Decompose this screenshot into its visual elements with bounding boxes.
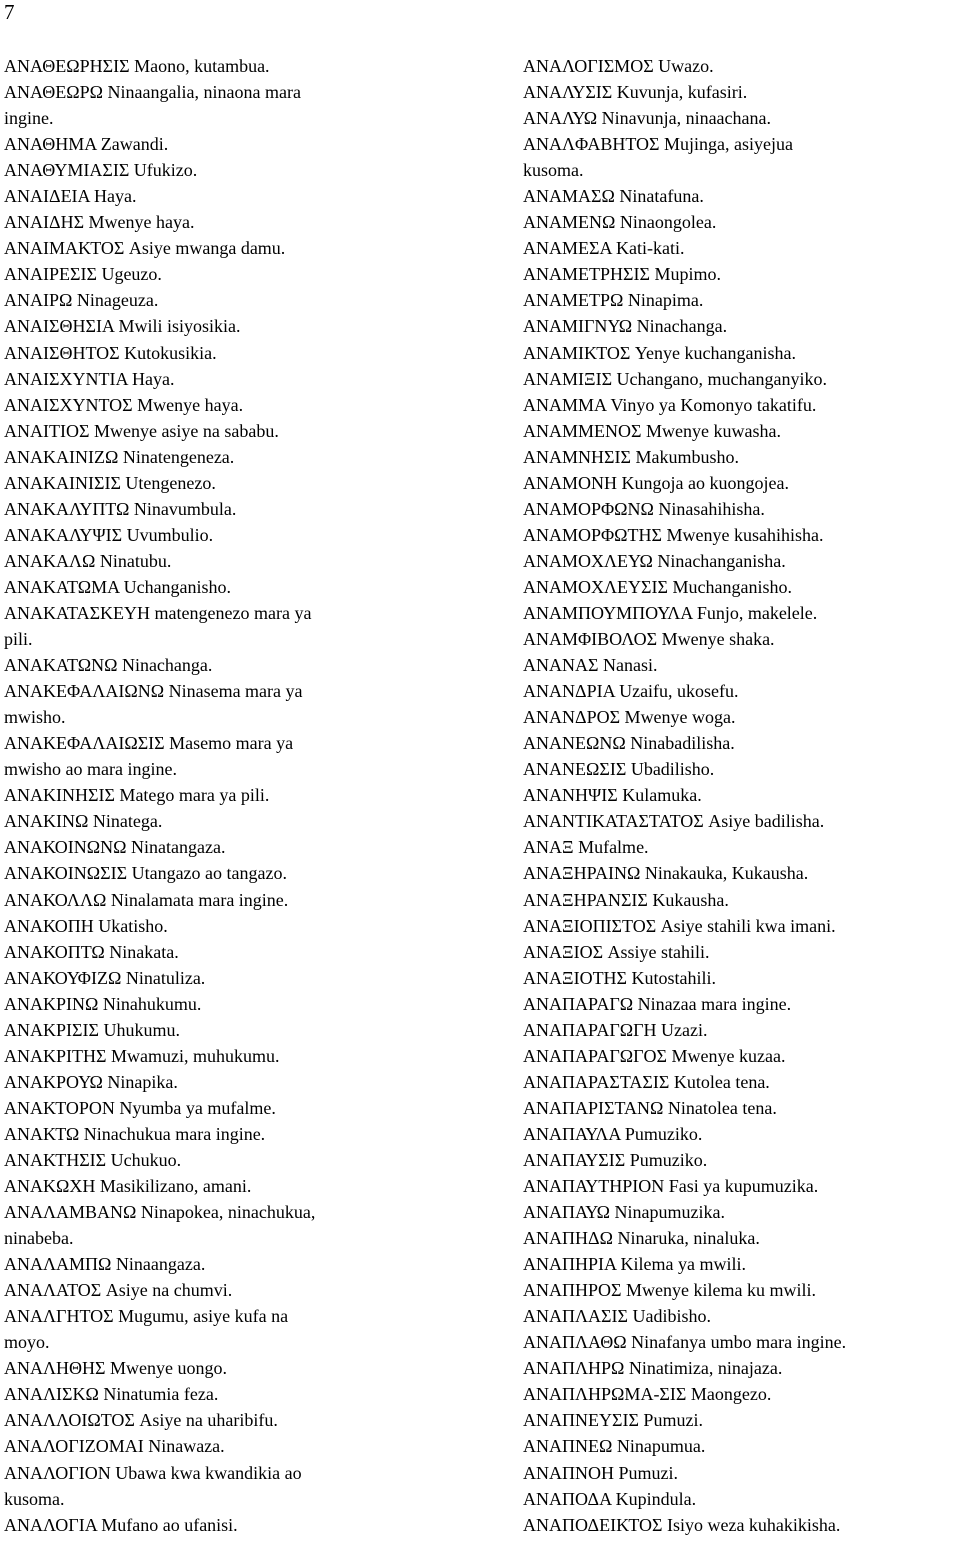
page-number: 7 <box>4 0 15 24</box>
dictionary-line: ΑΝΑΞΗΡΑΙΝΩ Ninakauka, Kukausha. <box>523 863 809 884</box>
dictionary-line: ΑΝΑΜΟΝΗ Kungoja ao kuongojea. <box>523 472 789 493</box>
dictionary-line: ΑΝΑΙΣΘΗΣΙΑ Mwili isiyosikia. <box>4 316 241 337</box>
dictionary-line: ΑΝΑΜΜΕΝΟΣ Mwenye kuwasha. <box>523 420 781 441</box>
dictionary-line: ΑΝΑΠΑΥΤΗΡΙΟΝ Fasi ya kupumuzika. <box>523 1176 819 1197</box>
dictionary-line: ΑΝΑΞΙΟΠΙΣΤΟΣ Asiye stahili kwa imani. <box>523 915 836 936</box>
dictionary-line: ΑΝΑΜΦΙΒΟΛΟΣ Mwenye shaka. <box>523 629 775 650</box>
dictionary-line: ΑΝΑΙΔΕΙΑ Haya. <box>4 186 137 207</box>
dictionary-line: ΑΝΑΜΑΣΩ Ninatafuna. <box>523 186 704 207</box>
dictionary-line: ΑΝΑΛΓΗΤΟΣ Mugumu, asiye kufa na <box>4 1306 289 1327</box>
dictionary-line: ΑΝΑΛΙΣΚΩ Ninatumia feza. <box>4 1384 219 1405</box>
dictionary-line: ΑΝΑΜΙΚΤΟΣ Yenye kuchanganisha. <box>523 342 796 363</box>
dictionary-line: ΑΝΑΚΤΩ Ninachukua mara ingine. <box>4 1123 266 1144</box>
dictionary-line: ΑΝΑΚΑΛΩ Ninatubu. <box>4 550 172 571</box>
dictionary-line: ΑΝΑΜΕΣΑ Kati-kati. <box>523 238 685 259</box>
dictionary-line: ΑΝΑΚΑΛΥΠΤΩ Ninavumbula. <box>4 498 237 519</box>
dictionary-line: moyo. <box>4 1332 50 1353</box>
dictionary-line: ΑΝΑΛΛΟΙΩΤΟΣ Asiye na uharibifu. <box>4 1410 278 1431</box>
dictionary-line: ΑΝΑΠΝΕΥΣΙΣ Pumuzi. <box>523 1410 703 1431</box>
dictionary-line: ΑΝΑΞΗΡΑΝΣΙΣ Kukausha. <box>523 889 729 910</box>
right-column <box>523 53 960 1538</box>
dictionary-line: ΑΝΑΜΕΤΡΗΣΙΣ Mupimo. <box>523 264 721 285</box>
dictionary-line: ΑΝΑΜΕΤΡΩ Ninapima. <box>523 290 704 311</box>
dictionary-line: ΑΝΑΝΗΨΙΣ Kulamuka. <box>523 785 702 806</box>
dictionary-line: ΑΝΑΝΔΡΙΑ Uzaifu, ukosefu. <box>523 681 739 702</box>
dictionary-line: ΑΝΑΚΑΙΝΙΣΙΣ Utengenezo. <box>4 472 216 493</box>
dictionary-line: ΑΝΑΠΑΥΛΑ Pumuziko. <box>523 1123 703 1144</box>
dictionary-line: ΑΝΑΜΟΧΛΕΥΣΙΣ Muchanganisho. <box>523 576 792 597</box>
dictionary-line: ΑΝΑΚΙΝΗΣΙΣ Matego mara ya pili. <box>4 785 270 806</box>
dictionary-line: ΑΝΑΚΩΧΗ Masikilizano, amani. <box>4 1176 252 1197</box>
dictionary-line: ΑΝΑΝΕΩΣΙΣ Ubadilisho. <box>523 759 715 780</box>
dictionary-line: ΑΝΑΝΔΡΟΣ Mwenye woga. <box>523 707 736 728</box>
dictionary-line: ΑΝΑΞ Mufalme. <box>523 837 649 858</box>
dictionary-line: ΑΝΑΚΕΦΑΛΑΙΩΝΩ Ninasema mara ya <box>4 681 303 702</box>
dictionary-line: ΑΝΑΛΟΓΙΖΟΜΑΙ Ninawaza. <box>4 1436 225 1457</box>
dictionary-line: ΑΝΑΚΟΛΛΩ Ninalamata mara ingine. <box>4 889 289 910</box>
dictionary-line: ΑΝΑΙΔΗΣ Mwenye haya. <box>4 212 195 233</box>
dictionary-line: ΑΝΑΛΥΣΙΣ Kuvunja, kufasiri. <box>523 82 748 103</box>
dictionary-line: ninabeba. <box>4 1228 74 1249</box>
dictionary-line: ingine. <box>4 108 54 129</box>
dictionary-line: ΑΝΑΛΗΘΗΣ Mwenye uongo. <box>4 1358 228 1379</box>
dictionary-line: ΑΝΑΛΟΓΙΑ Mufano ao ufanisi. <box>4 1514 238 1535</box>
dictionary-line: ΑΝΑΠΛΗΡΩ Ninatimiza, ninajaza. <box>523 1358 783 1379</box>
dictionary-line: ΑΝΑΚΑΤΑΣΚΕΥΗ matengenezo mara ya <box>4 602 312 623</box>
dictionary-line: ΑΝΑΙΤΙΟΣ Mwenye asiye na sababu. <box>4 420 279 441</box>
dictionary-line: ΑΝΑΚΡΙΣΙΣ Uhukumu. <box>4 1019 180 1040</box>
dictionary-line: ΑΝΑΜΕΝΩ Ninaongolea. <box>523 212 717 233</box>
dictionary-line: ΑΝΑΜΙΓΝΥΩ Ninachanga. <box>523 316 728 337</box>
dictionary-line: ΑΝΑΚΕΦΑΛΑΙΩΣΙΣ Masemo mara ya <box>4 733 294 754</box>
dictionary-line: ΑΝΑΜΜΑ Vinyo ya Komonyo takatifu. <box>523 394 817 415</box>
dictionary-line: ΑΝΑΚΟΙΝΩΣΙΣ Utangazo ao tangazo. <box>4 863 287 884</box>
dictionary-line: ΑΝΑΠΑΡΑΓΩΓΟΣ Mwenye kuzaa. <box>523 1045 786 1066</box>
dictionary-line: ΑΝΑΞΙΟΤΗΣ Kutostahili. <box>523 967 717 988</box>
dictionary-line: ΑΝΑΙΣΧΥΝΤΟΣ Mwenye haya. <box>4 394 244 415</box>
dictionary-line: ΑΝΑΚΡΙΤΗΣ Mwamuzi, muhukumu. <box>4 1045 280 1066</box>
dictionary-line: ΑΝΑΠΑΡΑΓΩ Ninazaa mara ingine. <box>523 993 792 1014</box>
dictionary-line: ΑΝΑΙΜΑΚΤΟΣ Asiye mwanga damu. <box>4 238 286 259</box>
dictionary-line: ΑΝΑΠΑΡΑΣΤΑΣΙΣ Kutolea tena. <box>523 1071 770 1092</box>
dictionary-line: ΑΝΑΜΟΧΛΕΥΩ Ninachanganisha. <box>523 550 786 571</box>
dictionary-line: ΑΝΑΙΡΕΣΙΣ Ugeuzo. <box>4 264 162 285</box>
dictionary-line: ΑΝΑΚΑΤΩΜΑ Uchanganisho. <box>4 576 232 597</box>
dictionary-line: ΑΝΑΜΝΗΣΙΣ Makumbusho. <box>523 446 739 467</box>
dictionary-line: ΑΝΑΚΟΙΝΩΝΩ Ninatangaza. <box>4 837 226 858</box>
dictionary-line: ΑΝΑΝΕΩΝΩ Ninabadilisha. <box>523 733 735 754</box>
dictionary-line: ΑΝΑΙΣΧΥΝΤΙΑ Haya. <box>4 368 175 389</box>
dictionary-line: ΑΝΑΛΦΑΒΗΤΟΣ Mujinga, asiyejua <box>523 134 793 155</box>
dictionary-line: ΑΝΑΠΑΥΣΙΣ Pumuziko. <box>523 1149 708 1170</box>
dictionary-line: ΑΝΑΚΑΛΥΨΙΣ Uvumbulio. <box>4 524 214 545</box>
dictionary-line: ΑΝΑΚΡΙΝΩ Ninahukumu. <box>4 993 202 1014</box>
dictionary-line: ΑΝΑΘΕΩΡΗΣΙΣ Maono, kutambua. <box>4 56 270 76</box>
dictionary-line: ΑΝΑΛΑΜΒΑΝΩ Ninapokea, ninachukua, <box>4 1202 316 1223</box>
dictionary-line: kusoma. <box>523 160 584 181</box>
dictionary-line: ΑΝΑΘΗΜΑ Zawandi. <box>4 134 169 155</box>
dictionary-line: ΑΝΑΙΡΩ Ninageuza. <box>4 290 159 311</box>
dictionary-line: ΑΝΑΠΝΟΗ Pumuzi. <box>523 1462 678 1483</box>
dictionary-line: ΑΝΑΚΑΙΝΙΖΩ Ninatengeneza. <box>4 446 235 467</box>
dictionary-line: ΑΝΑΝΤΙΚΑΤΑΣΤΑΤΟΣ Asiye badilisha. <box>523 811 825 832</box>
dictionary-line: ΑΝΑΚΑΤΩΝΩ Ninachanga. <box>4 655 213 676</box>
dictionary-line: ΑΝΑΠΗΔΩ Ninaruka, ninaluka. <box>523 1228 760 1249</box>
dictionary-line: mwisho. <box>4 707 66 728</box>
dictionary-line: ΑΝΑΚΤΗΣΙΣ Uchukuo. <box>4 1149 182 1170</box>
dictionary-line: ΑΝΑΚΙΝΩ Ninatega. <box>4 811 163 832</box>
dictionary-line: ΑΝΑΠΛΗΡΩΜΑ-ΣΙΣ Maongezo. <box>523 1384 772 1405</box>
dictionary-line: ΑΝΑΞΙΟΣ Assiye stahili. <box>523 941 710 962</box>
dictionary-line: ΑΝΑΜΟΡΦΩΝΩ Ninasahihisha. <box>523 498 765 519</box>
dictionary-line: ΑΝΑΝΑΣ Nanasi. <box>523 655 658 676</box>
dictionary-line: ΑΝΑΛΟΓΙΣΜΟΣ Uwazo. <box>523 56 714 76</box>
dictionary-line: ΑΝΑΘΕΩΡΩ Ninaangalia, ninaona mara <box>4 82 301 103</box>
dictionary-line: kusoma. <box>4 1488 65 1509</box>
dictionary-line: ΑΝΑΚΟΥΦΙΖΩ Ninatuliza. <box>4 967 206 988</box>
dictionary-line: ΑΝΑΠΗΡΙΑ Kilema ya mwili. <box>523 1254 746 1275</box>
left-column <box>4 53 444 1538</box>
dictionary-line: ΑΝΑΜΠΟΥΜΠΟΥΛΑ Funjo, makelele. <box>523 602 818 623</box>
dictionary-line: ΑΝΑΛΑΤΟΣ Asiye na chumvi. <box>4 1280 233 1301</box>
dictionary-line: ΑΝΑΚΤΟΡΟΝ Nyumba ya mufalme. <box>4 1097 276 1118</box>
dictionary-line: ΑΝΑΠΑΡΙΣΤΑΝΩ Ninatolea tena. <box>523 1097 777 1118</box>
dictionary-line: ΑΝΑΚΟΠΤΩ Ninakata. <box>4 941 179 962</box>
dictionary-line: ΑΝΑΜΟΡΦΩΤΗΣ Mwenye kusahihisha. <box>523 524 824 545</box>
dictionary-line: ΑΝΑΠΑΥΩ Ninapumuzika. <box>523 1202 726 1223</box>
dictionary-line: ΑΝΑΠΑΡΑΓΩΓΗ Uzazi. <box>523 1019 708 1040</box>
dictionary-line: ΑΝΑΠΝΕΩ Ninapumua. <box>523 1436 706 1457</box>
dictionary-line: ΑΝΑΛΟΓΙΟΝ Ubawa kwa kwandikia ao <box>4 1462 302 1483</box>
dictionary-line: ΑΝΑΛΥΩ Ninavunja, ninaachana. <box>523 108 772 129</box>
dictionary-line: ΑΝΑΠΛΑΘΩ Ninafanya umbo mara ingine. <box>523 1332 847 1353</box>
dictionary-line: pili. <box>4 629 33 650</box>
dictionary-line: ΑΝΑΠΗΡΟΣ Mwenye kilema ku mwili. <box>523 1280 816 1301</box>
dictionary-line: ΑΝΑΠΟΔΑ Kupindula. <box>523 1488 697 1509</box>
dictionary-line: ΑΝΑΘΥΜΙΑΣΙΣ Ufukizo. <box>4 160 198 181</box>
dictionary-line: ΑΝΑΠΛΑΣΙΣ Uadibisho. <box>523 1306 711 1327</box>
dictionary-line: ΑΝΑΙΣΘΗΤΟΣ Kutokusikia. <box>4 342 217 363</box>
dictionary-line: ΑΝΑΛΑΜΠΩ Ninaangaza. <box>4 1254 206 1275</box>
dictionary-line: ΑΝΑΚΡΟΥΩ Ninapika. <box>4 1071 178 1092</box>
dictionary-line: ΑΝΑΜΙΞΙΣ Uchangano, muchanganyiko. <box>523 368 827 389</box>
dictionary-line: mwisho ao mara ingine. <box>4 759 177 780</box>
dictionary-line: ΑΝΑΠΟΔΕΙΚΤΟΣ Isiyo weza kuhakikisha. <box>523 1514 841 1535</box>
dictionary-line: ΑΝΑΚΟΠΗ Ukatisho. <box>4 915 168 936</box>
